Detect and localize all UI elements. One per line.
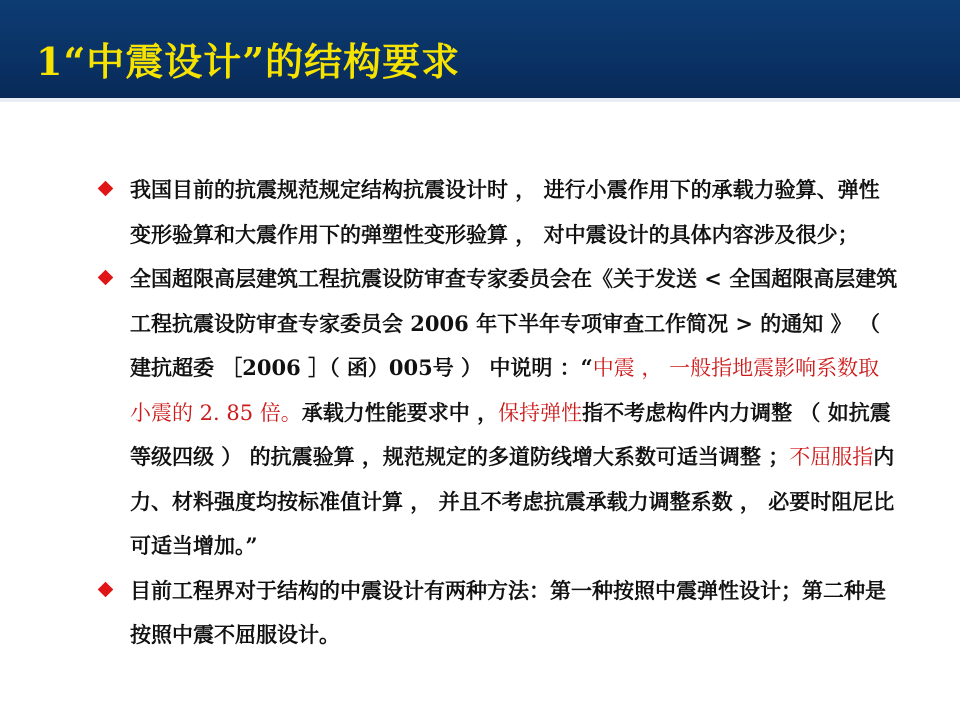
slide-title: 1“中震设计”的结构要求 — [36, 39, 461, 84]
highlight-text: 不屈服指 — [789, 445, 874, 469]
bullet-text: 指不考虑构件内力调整 （ 如抗震等级四级 ） 的抗震验算 ，规范规定的多道防线增大系数可适当调整 ； — [130, 399, 891, 469]
bullet-item — [98, 257, 898, 569]
header-divider — [0, 98, 960, 102]
bullet-text: 承载力性能要求中 ， — [301, 399, 499, 425]
highlight-text: 保持弹性 — [498, 400, 583, 425]
bullet-text: 全国超限高层建筑工程抗震设防审查专家委员会在《关于发送 < 全国超限高层建筑工程抗震设防审查专家委员会 2006 年下半年专项审查工作简况 > 的通知 》 （ 建抗超委 ［2006 ］（ 函）005号 ） 中说明 ：“ — [130, 266, 898, 380]
highlight-text: 中震 ， 一般指地震影响系数取小震的 2. 85 倍。 — [130, 356, 880, 425]
slide-content — [98, 168, 898, 658]
bullet-item — [98, 569, 898, 658]
diamond-icon — [98, 181, 114, 197]
bullet-text: 目前工程界对于结构的中震设计有两种方法：第一种按照中震弹性设计；第二种是按照中震不屈服设计。 — [130, 577, 886, 647]
bullet-text: 我国目前的抗震规范规定结构抗震设计时 ， 进行小震作用下的承载力验算、弹性变形验算和大震作用下的弹塑性变形验算 ， 对中震设计的具体内容涉及很少； — [130, 177, 880, 247]
bullet-text: 内力、材料强度均按标准值计算 ， 并且不考虑抗震承载力调整系数 ， 必要时阻尼比可适当增加。” — [130, 444, 895, 558]
diamond-icon — [98, 581, 114, 597]
diamond-icon — [98, 270, 114, 286]
bullet-item — [98, 168, 898, 257]
